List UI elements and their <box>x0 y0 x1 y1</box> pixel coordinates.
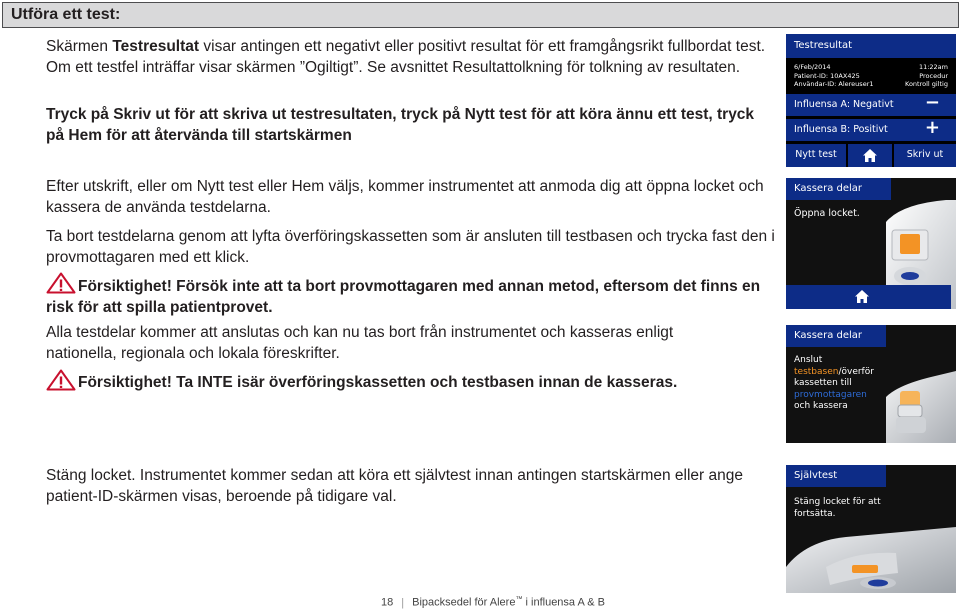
instruction-line-1: Anslut <box>794 355 823 365</box>
caution-1-text: Försök inte att ta bort provmottagaren med annan metod, eftersom det finns en risk för att spilla patientprovet. <box>46 278 761 316</box>
footer-separator: | <box>401 596 405 609</box>
footer-doc-title-b: i influensa A & B <box>522 596 606 609</box>
screen-test-result <box>786 34 956 167</box>
section-header <box>2 2 959 28</box>
screen-title: Självtest <box>786 465 886 487</box>
paragraph-print-instructions: Tryck på Skriv ut för att skriva ut testresultaten, tryck på Nytt test för att köra ännu ett test, tryck på Hem för att återvända till startskärmen <box>46 106 755 144</box>
instruction-line-2 <box>794 367 874 379</box>
instruction-transfer: /överför <box>838 366 874 377</box>
home-icon <box>855 290 869 303</box>
p1-text-a: Skärmen <box>46 38 113 55</box>
paragraph-dispose: Alla testdelar kommer att anslutas och kan nu tas bort från instrumentet och kasseras enligt nationella, regionala och lokala föreskrifter. <box>46 324 674 362</box>
result-time: 11:22am <box>918 63 948 71</box>
screen-self-test <box>786 465 956 593</box>
paragraph-remove-parts: Ta bort testdelarna genom att lyfta överföringskassetten som är ansluten till testbasen och trycka fast den i provmottagaren med ett klick. <box>46 228 775 266</box>
instruction-line-5: och kassera <box>794 401 848 411</box>
screen-title: Kassera delar <box>786 178 891 200</box>
instruction-test-base: testbasen <box>794 366 839 377</box>
screen-title: Testresultat <box>786 34 956 58</box>
footer-doc-title-a: Bipacksedel för Alere <box>412 596 516 609</box>
result-patient-id: Patient-ID: 10AX425 <box>794 71 860 80</box>
positive-sign-icon: + <box>924 117 940 138</box>
p1-text-bold: Testresultat <box>112 38 200 55</box>
home-icon <box>863 149 877 162</box>
result-row-flu-a <box>786 94 956 116</box>
page-number: 18 <box>381 596 394 609</box>
print-button[interactable]: Skriv ut <box>894 144 956 167</box>
instruction-line-1: Stäng locket för att <box>794 497 881 507</box>
home-button[interactable] <box>848 144 892 167</box>
caution-2-text: Ta INTE isär överföringskassetten och testbasen innan de kasseras. <box>171 374 678 391</box>
screen-discard-attach <box>786 325 956 443</box>
instruction-sample-receiver: provmottagaren <box>794 389 867 400</box>
screen-instruction <box>794 355 874 413</box>
instrument-photo <box>886 347 956 443</box>
home-button[interactable] <box>786 285 951 309</box>
result-control: Kontroll giltig <box>905 80 948 88</box>
caution-1-label: Försiktighet! <box>78 278 172 295</box>
result-date: 6/Feb/2014 <box>794 63 831 71</box>
paragraph-result-screen <box>46 36 766 78</box>
caution-2 <box>46 372 766 393</box>
result-row-flu-b <box>786 119 956 141</box>
paragraph-close-lid: Stäng locket. Instrumentet kommer sedan att köra ett självtest innan antingen startskärmen eller ange patient-ID-skärmen visas, beroende på tidigare val. <box>46 467 744 505</box>
section-title: Utföra ett test: <box>11 6 121 23</box>
screen-instruction: Öppna locket. <box>794 208 860 219</box>
instruction-line-3: kassetten till <box>794 378 852 388</box>
instrument-photo <box>786 527 956 593</box>
screen-instruction <box>794 497 881 520</box>
page-footer <box>381 596 605 609</box>
screen-title: Kassera delar <box>786 325 886 347</box>
caution-1 <box>46 276 766 318</box>
result-flu-b-label: Influensa B: Positivt <box>794 124 888 135</box>
paragraph-after-print: Efter utskrift, eller om Nytt test eller Hem väljs, kommer instrumentet att anmoda dig att öppna locket och kassera de använda testdelarna. <box>46 178 764 216</box>
negative-sign-icon: − <box>924 92 940 113</box>
screen-discard-open-lid <box>786 178 956 309</box>
instruction-line-2: fortsätta. <box>794 508 836 519</box>
caution-2-label: Försiktighet! <box>78 374 172 391</box>
result-procedure: Procedur <box>919 71 948 80</box>
new-test-button[interactable]: Nytt test <box>786 144 846 167</box>
footer-trademark: ™ <box>515 596 523 603</box>
p1-text-c: visar antingen ett negativt eller positivt resultat för ett framgångsrikt fullbordat test. Om ett testfel inträffar visar skärmen ”Ogiltigt”. Se avsnittet Resultattolkning för tolkning av resultaten. <box>46 38 766 76</box>
result-flu-a-label: Influensa A: Negativt <box>794 99 894 110</box>
result-user-id: Användar-ID: Alereuser1 <box>794 80 874 88</box>
